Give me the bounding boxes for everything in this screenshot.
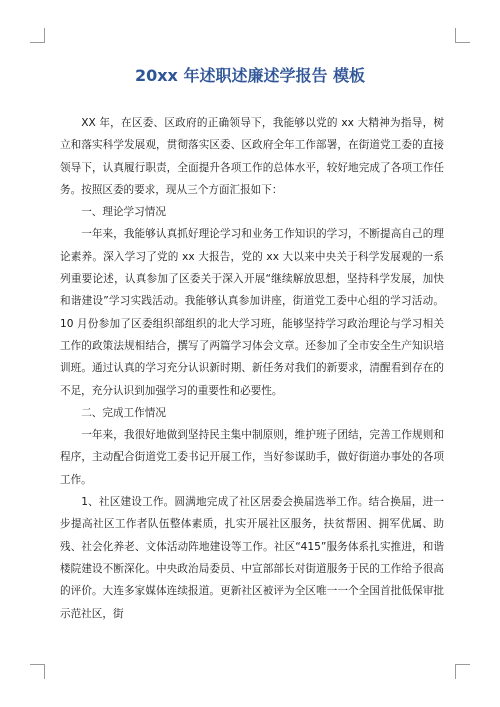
theory-paragraph: 一年来，我能够认真抓好理论学习和业务工作知识的学习，不断提高自己的理论素养。深入学习了党的 xx 大报告，党的 xx 大以来中央关于科学发展观的一系列重要论述，认真参加了区委关于深入开展“继续解放思想，坚持科学发展，加快和谐建设”学习实践活动。我能够认真参加讲座，街道党工委中心组的学习活动。10 月份参加了区委组织部组织的北大学习班，能够坚持学习政治理论与学习相关工作的政策法规相结合，撰写了两篇学习体会文章。还参加了全市安全生产知识培训班。通过认真的学习充分认识新时期、新任务对我们的新要求，清醒看到存在的不足，充分认识到加强学习的重要性和必要性。 bbox=[60, 228, 444, 397]
section-heading-theory: 一、理论学习情况 bbox=[81, 206, 166, 219]
crop-mark-bottom-left bbox=[30, 664, 45, 679]
section-heading-work: 二、完成工作情况 bbox=[81, 406, 166, 419]
crop-mark-top-right bbox=[455, 28, 470, 43]
document-body bbox=[60, 112, 444, 625]
intro-paragraph: XX 年，在区委、区政府的正确领导下，我能够以党的 xx 大精神为指导，树立和落实科学发展观，贯彻落实区委、区政府全年工作部署，在街道党工委的直接领导下，认真履行职责，全面提升各项工作的总体水平，较好地完成了各项工作任务。按照区委的要求，现从三个方面汇报如下： bbox=[60, 117, 444, 196]
document-title: 20xx 年述职述廉述学报告 模板 bbox=[134, 66, 366, 85]
crop-mark-bottom-right bbox=[455, 664, 470, 679]
community-paragraph: 1、社区建设工作。圆满地完成了社区居委会换届选举工作。结合换届，进一步提高社区工作者队伍整体素质，扎实开展社区服务，扶贫帮困、拥军优属、助残、社会化养老、文体活动阵地建设等工作。社区“415”服务体系扎实推进，和谐楼院建设不断深化。中央政治局委员、中宣部部长对街道服务于民的工作给予很高的评价。大连多家媒体连续报道。更新社区被评为全区唯一一个全国首批低保审批示范社区，街 bbox=[60, 496, 444, 620]
crop-mark-top-left bbox=[30, 28, 45, 43]
work-paragraph: 一年来，我很好地做到坚持民主集中制原则，维护班子团结，完善工作规则和程序，主动配合街道党工委书记开展工作，当好参谋助手，做好街道办事处的各项工作。 bbox=[60, 429, 444, 486]
